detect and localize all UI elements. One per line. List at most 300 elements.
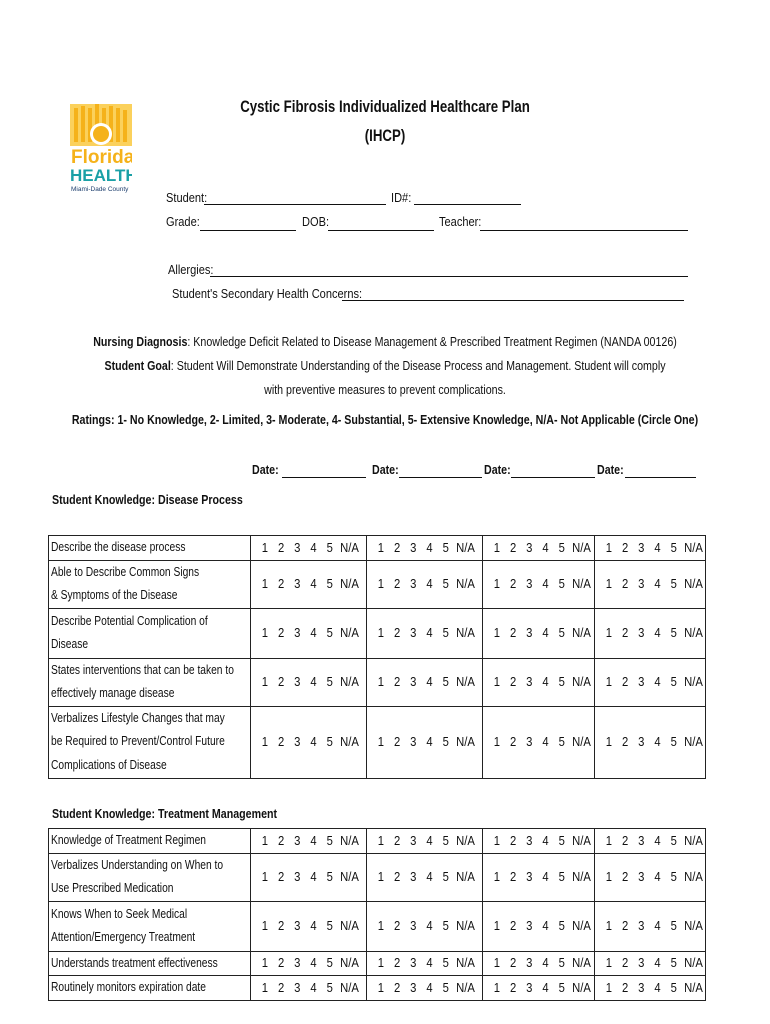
rating-option[interactable]: 1: [378, 540, 385, 555]
rating-option[interactable]: 3: [293, 675, 300, 689]
rating-option[interactable]: 2: [394, 735, 401, 749]
id-line[interactable]: [414, 192, 521, 205]
rating-option[interactable]: 4: [309, 870, 317, 884]
rating-cell[interactable]: [250, 976, 367, 1001]
rating-cell[interactable]: [595, 536, 706, 561]
rating-option[interactable]: 1: [605, 675, 613, 689]
rating-option[interactable]: 4: [426, 980, 434, 995]
rating-option[interactable]: 1: [605, 980, 613, 995]
rating-option[interactable]: 1: [378, 675, 385, 689]
rating-option[interactable]: 1: [261, 577, 268, 591]
rating-option[interactable]: N/A: [572, 577, 592, 591]
rating-option[interactable]: 5: [442, 870, 450, 884]
rating-option[interactable]: 1: [605, 626, 613, 640]
rating-option[interactable]: N/A: [456, 626, 476, 640]
rating-option[interactable]: 2: [277, 675, 284, 689]
rating-option[interactable]: 1: [494, 540, 501, 555]
rating-option[interactable]: 1: [494, 735, 501, 749]
rating-option[interactable]: 3: [526, 540, 533, 555]
rating-option[interactable]: N/A: [572, 735, 592, 749]
rating-option[interactable]: 5: [442, 980, 450, 995]
rating-option[interactable]: N/A: [572, 956, 592, 971]
rating-option[interactable]: N/A: [684, 577, 704, 591]
rating-option[interactable]: N/A: [684, 980, 704, 995]
rating-option[interactable]: 2: [622, 540, 629, 555]
rating-option[interactable]: N/A: [684, 626, 704, 640]
rating-option[interactable]: 3: [526, 675, 533, 689]
date-line-3[interactable]: [511, 465, 595, 478]
rating-cell[interactable]: [595, 829, 706, 854]
rating-cell[interactable]: [367, 901, 483, 951]
rating-option[interactable]: 5: [558, 675, 566, 689]
rating-option[interactable]: 4: [309, 833, 317, 848]
rating-option[interactable]: N/A: [339, 980, 359, 995]
rating-option[interactable]: 5: [558, 833, 566, 848]
rating-option[interactable]: 3: [638, 956, 645, 971]
rating-option[interactable]: 4: [309, 540, 317, 555]
rating-option[interactable]: 5: [326, 870, 333, 884]
rating-option[interactable]: 1: [494, 870, 501, 884]
rating-option[interactable]: 2: [510, 870, 517, 884]
rating-option[interactable]: 2: [510, 626, 517, 640]
rating-option[interactable]: 4: [654, 956, 661, 971]
rating-cell[interactable]: [483, 536, 595, 561]
rating-cell[interactable]: [250, 706, 367, 778]
rating-option[interactable]: 3: [638, 919, 645, 933]
rating-option[interactable]: 4: [309, 956, 317, 971]
rating-cell[interactable]: [595, 608, 706, 658]
rating-option[interactable]: 3: [293, 870, 300, 884]
rating-option[interactable]: 5: [558, 540, 566, 555]
rating-option[interactable]: 4: [309, 626, 317, 640]
rating-option[interactable]: 2: [394, 980, 401, 995]
rating-option[interactable]: 2: [394, 870, 401, 884]
rating-option[interactable]: 1: [378, 870, 385, 884]
rating-option[interactable]: N/A: [339, 870, 359, 884]
rating-cell[interactable]: [595, 706, 706, 778]
grade-label: Grade:: [166, 214, 200, 229]
rating-option[interactable]: N/A: [456, 919, 476, 933]
rating-option[interactable]: N/A: [456, 833, 476, 848]
rating-option[interactable]: 5: [558, 919, 566, 933]
rating-option[interactable]: 5: [558, 980, 566, 995]
rating-option[interactable]: 4: [426, 833, 434, 848]
rating-option[interactable]: N/A: [339, 956, 359, 971]
rating-option[interactable]: 5: [670, 735, 677, 749]
rating-option[interactable]: 4: [309, 735, 317, 749]
rating-option[interactable]: 4: [654, 675, 661, 689]
rating-option[interactable]: N/A: [456, 735, 476, 749]
rating-option[interactable]: 2: [277, 980, 284, 995]
rating-option[interactable]: 2: [277, 626, 284, 640]
rating-cell[interactable]: [483, 951, 595, 976]
rating-option[interactable]: 2: [510, 956, 517, 971]
date-line-1[interactable]: [282, 465, 366, 478]
rating-cell[interactable]: [595, 901, 706, 951]
rating-option[interactable]: 2: [510, 980, 517, 995]
rating-option[interactable]: 4: [542, 870, 549, 884]
rating-option[interactable]: 5: [326, 540, 333, 555]
rating-option[interactable]: 4: [426, 675, 434, 689]
rating-option[interactable]: 1: [261, 919, 268, 933]
rating-option[interactable]: 4: [542, 735, 549, 749]
rating-option[interactable]: 5: [670, 577, 677, 591]
rating-option[interactable]: 1: [378, 956, 385, 971]
rating-option[interactable]: 5: [558, 956, 566, 971]
rating-option[interactable]: 2: [277, 870, 284, 884]
rating-option[interactable]: 4: [654, 870, 661, 884]
rating-option[interactable]: 1: [605, 540, 613, 555]
rating-option[interactable]: 4: [654, 735, 661, 749]
rating-option[interactable]: 1: [261, 833, 268, 848]
rating-option[interactable]: 2: [622, 626, 629, 640]
rating-option[interactable]: 4: [426, 626, 434, 640]
rating-option[interactable]: 3: [410, 577, 417, 591]
rating-option[interactable]: 4: [426, 577, 434, 591]
rating-option[interactable]: 4: [654, 919, 661, 933]
rating-option[interactable]: 3: [526, 735, 533, 749]
id-field[interactable]: [391, 190, 415, 205]
rating-option[interactable]: 3: [293, 980, 300, 995]
rating-cell[interactable]: [595, 853, 706, 901]
rating-option[interactable]: 2: [277, 956, 284, 971]
rating-option[interactable]: 5: [558, 870, 566, 884]
rating-option[interactable]: 4: [654, 577, 661, 591]
rating-option[interactable]: 1: [605, 956, 613, 971]
rating-option[interactable]: 2: [277, 735, 284, 749]
rating-option[interactable]: 5: [558, 626, 566, 640]
rating-option[interactable]: 4: [426, 540, 434, 555]
rating-option[interactable]: 3: [638, 626, 645, 640]
id-label: ID#:: [391, 190, 412, 205]
rating-option[interactable]: 3: [410, 980, 417, 995]
rating-option[interactable]: 1: [605, 870, 613, 884]
rating-option[interactable]: 5: [326, 626, 333, 640]
rating-cell[interactable]: [250, 658, 367, 706]
rating-option[interactable]: N/A: [339, 577, 359, 591]
rating-option[interactable]: 1: [494, 919, 501, 933]
rating-option[interactable]: 3: [410, 675, 417, 689]
rating-option[interactable]: 2: [394, 577, 401, 591]
rating-option[interactable]: 3: [293, 540, 300, 555]
rating-cell[interactable]: [595, 951, 706, 976]
rating-option[interactable]: 1: [494, 675, 501, 689]
rating-option[interactable]: 4: [654, 540, 661, 555]
rating-option[interactable]: 3: [293, 833, 300, 848]
rating-option[interactable]: 5: [558, 735, 566, 749]
rating-option[interactable]: 3: [410, 919, 417, 933]
date-column-1[interactable]: [252, 462, 285, 477]
rating-cell[interactable]: [367, 608, 483, 658]
logo-county-text: Miami-Dade County: [71, 186, 129, 193]
rating-option[interactable]: 4: [654, 626, 661, 640]
rating-option[interactable]: 3: [526, 626, 533, 640]
rating-option[interactable]: N/A: [456, 540, 476, 555]
rating-option[interactable]: 3: [410, 735, 417, 749]
rating-option[interactable]: 2: [510, 833, 517, 848]
rating-cell[interactable]: [250, 608, 367, 658]
rating-option[interactable]: N/A: [339, 626, 359, 640]
rating-option[interactable]: 3: [526, 980, 533, 995]
date-line-2[interactable]: [399, 465, 482, 478]
rating-cell[interactable]: [367, 560, 483, 608]
rating-option[interactable]: 2: [277, 919, 284, 933]
rating-option[interactable]: 2: [394, 956, 401, 971]
rating-option[interactable]: 3: [638, 540, 645, 555]
rating-option[interactable]: 1: [261, 735, 268, 749]
rating-option[interactable]: 5: [326, 675, 333, 689]
rating-option[interactable]: 3: [293, 626, 300, 640]
rating-option[interactable]: 5: [670, 540, 677, 555]
rating-option[interactable]: 1: [378, 980, 385, 995]
rating-option[interactable]: N/A: [572, 919, 592, 933]
rating-option[interactable]: 4: [309, 577, 317, 591]
rating-cell[interactable]: [483, 658, 595, 706]
rating-option[interactable]: 1: [605, 919, 613, 933]
rating-option[interactable]: 1: [261, 540, 268, 555]
rating-cell[interactable]: [483, 706, 595, 778]
rating-option[interactable]: 1: [494, 626, 501, 640]
rating-option[interactable]: 3: [526, 956, 533, 971]
rating-cell[interactable]: [483, 976, 595, 1001]
rating-option[interactable]: 3: [293, 919, 300, 933]
rating-option[interactable]: N/A: [684, 870, 704, 884]
rating-option[interactable]: N/A: [456, 577, 476, 591]
rating-option[interactable]: N/A: [684, 833, 704, 848]
rating-scale: [489, 870, 593, 884]
rating-cell[interactable]: [250, 901, 367, 951]
rating-option[interactable]: 4: [542, 540, 549, 555]
rating-option[interactable]: 3: [526, 577, 533, 591]
rating-option[interactable]: 2: [622, 577, 629, 591]
rating-option[interactable]: 1: [494, 577, 501, 591]
rating-option[interactable]: 2: [510, 735, 517, 749]
rating-option[interactable]: 3: [638, 870, 645, 884]
rating-option[interactable]: N/A: [339, 919, 359, 933]
rating-option[interactable]: 5: [558, 577, 566, 591]
rating-option[interactable]: 4: [309, 919, 317, 933]
rating-cell[interactable]: [595, 976, 706, 1001]
rating-option[interactable]: 4: [309, 980, 317, 995]
rating-scale: [601, 956, 705, 970]
rating-cell[interactable]: [367, 536, 483, 561]
rating-option[interactable]: N/A: [456, 980, 476, 995]
rating-option[interactable]: 4: [542, 626, 549, 640]
rating-option[interactable]: 5: [670, 675, 677, 689]
rating-cell[interactable]: [595, 560, 706, 608]
rating-option[interactable]: 2: [622, 870, 629, 884]
student-line[interactable]: [204, 192, 386, 205]
rating-option[interactable]: 3: [410, 540, 417, 555]
rating-option[interactable]: 4: [309, 675, 317, 689]
rating-option[interactable]: 3: [638, 675, 645, 689]
rating-cell[interactable]: [483, 608, 595, 658]
rating-cell[interactable]: [483, 853, 595, 901]
rating-cell[interactable]: [483, 560, 595, 608]
rating-option[interactable]: 5: [442, 919, 450, 933]
rating-cell[interactable]: [367, 658, 483, 706]
rating-option[interactable]: 4: [426, 870, 434, 884]
rating-option[interactable]: 1: [605, 833, 613, 848]
rating-option[interactable]: 2: [277, 540, 284, 555]
rating-option[interactable]: 5: [326, 735, 333, 749]
rating-option[interactable]: N/A: [684, 735, 704, 749]
rating-cell[interactable]: [250, 829, 367, 854]
rating-option[interactable]: 2: [510, 675, 517, 689]
rating-option[interactable]: 5: [326, 980, 333, 995]
rating-option[interactable]: 5: [442, 735, 450, 749]
rating-option[interactable]: 2: [394, 833, 401, 848]
rating-option[interactable]: N/A: [572, 626, 592, 640]
rating-cell[interactable]: [483, 901, 595, 951]
rating-option[interactable]: 2: [622, 956, 629, 971]
rating-option[interactable]: 4: [542, 675, 549, 689]
rating-option[interactable]: N/A: [684, 919, 704, 933]
rating-option[interactable]: 3: [526, 833, 533, 848]
rating-option[interactable]: 2: [394, 675, 401, 689]
rating-option[interactable]: 4: [654, 833, 661, 848]
rating-option[interactable]: 1: [378, 577, 385, 591]
rating-option[interactable]: 2: [622, 919, 629, 933]
rating-option[interactable]: 4: [542, 956, 549, 971]
rating-option[interactable]: 2: [622, 675, 629, 689]
rating-cell[interactable]: [367, 976, 483, 1001]
rating-option[interactable]: 3: [293, 577, 300, 591]
rating-option[interactable]: N/A: [684, 675, 704, 689]
rating-option[interactable]: 3: [293, 956, 300, 971]
rating-cell[interactable]: [250, 853, 367, 901]
rating-option[interactable]: 5: [326, 577, 333, 591]
rating-option[interactable]: 5: [670, 919, 677, 933]
rating-option[interactable]: 1: [261, 675, 268, 689]
rating-option[interactable]: 2: [394, 540, 401, 555]
rating-option[interactable]: N/A: [572, 870, 592, 884]
rating-option[interactable]: N/A: [456, 956, 476, 971]
rating-option[interactable]: N/A: [339, 675, 359, 689]
rating-option[interactable]: 1: [605, 735, 613, 749]
rating-option[interactable]: 1: [261, 956, 268, 971]
date-line-4[interactable]: [625, 465, 696, 478]
rating-option[interactable]: 3: [410, 956, 417, 971]
rating-option[interactable]: 1: [261, 980, 268, 995]
rating-option[interactable]: 1: [494, 956, 501, 971]
rating-cell[interactable]: [250, 536, 367, 561]
rating-option[interactable]: 5: [442, 833, 450, 848]
rating-option[interactable]: 5: [442, 577, 450, 591]
rating-option[interactable]: 3: [526, 870, 533, 884]
rating-cell[interactable]: [250, 951, 367, 976]
rating-option[interactable]: 3: [410, 870, 417, 884]
dob-line[interactable]: [328, 218, 434, 231]
rating-option[interactable]: N/A: [456, 675, 476, 689]
rating-cell[interactable]: [250, 560, 367, 608]
rating-option[interactable]: 1: [494, 833, 501, 848]
rating-scale: [489, 956, 593, 970]
rating-option[interactable]: N/A: [339, 833, 359, 848]
rating-option[interactable]: 3: [638, 735, 645, 749]
rating-option[interactable]: 3: [410, 833, 417, 848]
rating-option[interactable]: 2: [622, 735, 629, 749]
rating-option[interactable]: 4: [542, 577, 549, 591]
rating-option[interactable]: N/A: [339, 735, 359, 749]
secondary-concerns-line[interactable]: [342, 288, 684, 301]
rating-option[interactable]: 5: [442, 540, 450, 555]
rating-option[interactable]: 2: [510, 577, 517, 591]
rating-option[interactable]: 5: [670, 980, 677, 995]
grade-line[interactable]: [200, 218, 296, 231]
rating-option[interactable]: 2: [394, 919, 401, 933]
rating-option[interactable]: 2: [277, 833, 284, 848]
rating-option[interactable]: 3: [526, 919, 533, 933]
rating-option[interactable]: 3: [410, 626, 417, 640]
rating-option[interactable]: 1: [378, 919, 385, 933]
rating-option[interactable]: N/A: [456, 870, 476, 884]
rating-option[interactable]: 1: [378, 735, 385, 749]
student-label: Student:: [166, 190, 208, 205]
rating-option[interactable]: 1: [494, 980, 501, 995]
rating-cell[interactable]: [483, 829, 595, 854]
rating-option[interactable]: 4: [426, 735, 434, 749]
rating-option[interactable]: N/A: [684, 956, 704, 971]
rating-option[interactable]: 4: [426, 956, 434, 971]
rating-cell[interactable]: [367, 951, 483, 976]
rating-option[interactable]: 5: [670, 870, 677, 884]
rating-option[interactable]: 5: [326, 833, 333, 848]
rating-option[interactable]: 4: [542, 980, 549, 995]
rating-option[interactable]: 1: [378, 833, 385, 848]
rating-option[interactable]: 4: [426, 919, 434, 933]
rating-option[interactable]: 3: [638, 980, 645, 995]
rating-option[interactable]: 3: [638, 577, 645, 591]
rating-option[interactable]: 2: [277, 577, 284, 591]
rating-option[interactable]: N/A: [572, 675, 592, 689]
rating-option[interactable]: 5: [670, 833, 677, 848]
rating-option[interactable]: 5: [670, 626, 677, 640]
rating-option[interactable]: 1: [605, 577, 613, 591]
rating-option[interactable]: 1: [261, 870, 268, 884]
rating-cell[interactable]: [367, 829, 483, 854]
rating-option[interactable]: 2: [394, 626, 401, 640]
rating-option[interactable]: 1: [261, 626, 268, 640]
rating-option[interactable]: N/A: [572, 833, 592, 848]
rating-option[interactable]: 3: [638, 833, 645, 848]
rating-option[interactable]: 2: [622, 833, 629, 848]
rating-option[interactable]: 4: [542, 919, 549, 933]
rating-option[interactable]: 5: [442, 956, 450, 971]
rating-option[interactable]: 2: [622, 980, 629, 995]
rating-cell[interactable]: [595, 658, 706, 706]
rating-option[interactable]: N/A: [572, 540, 592, 555]
rating-option[interactable]: N/A: [572, 980, 592, 995]
rating-option[interactable]: 2: [510, 919, 517, 933]
rating-option[interactable]: 5: [670, 956, 677, 971]
rating-option[interactable]: 5: [326, 956, 333, 971]
allergies-line[interactable]: [210, 264, 688, 277]
rating-option[interactable]: N/A: [339, 540, 359, 555]
rating-cell[interactable]: [367, 853, 483, 901]
rating-cell[interactable]: [367, 706, 483, 778]
rating-option[interactable]: 5: [442, 626, 450, 640]
rating-option[interactable]: 3: [293, 735, 300, 749]
rating-option[interactable]: N/A: [684, 540, 704, 555]
rating-option[interactable]: 4: [542, 833, 549, 848]
rating-option[interactable]: 1: [378, 626, 385, 640]
teacher-line[interactable]: [480, 218, 688, 231]
rating-option[interactable]: 2: [510, 540, 517, 555]
rating-option[interactable]: 5: [326, 919, 333, 933]
rating-option[interactable]: 5: [442, 675, 450, 689]
rating-option[interactable]: 4: [654, 980, 661, 995]
